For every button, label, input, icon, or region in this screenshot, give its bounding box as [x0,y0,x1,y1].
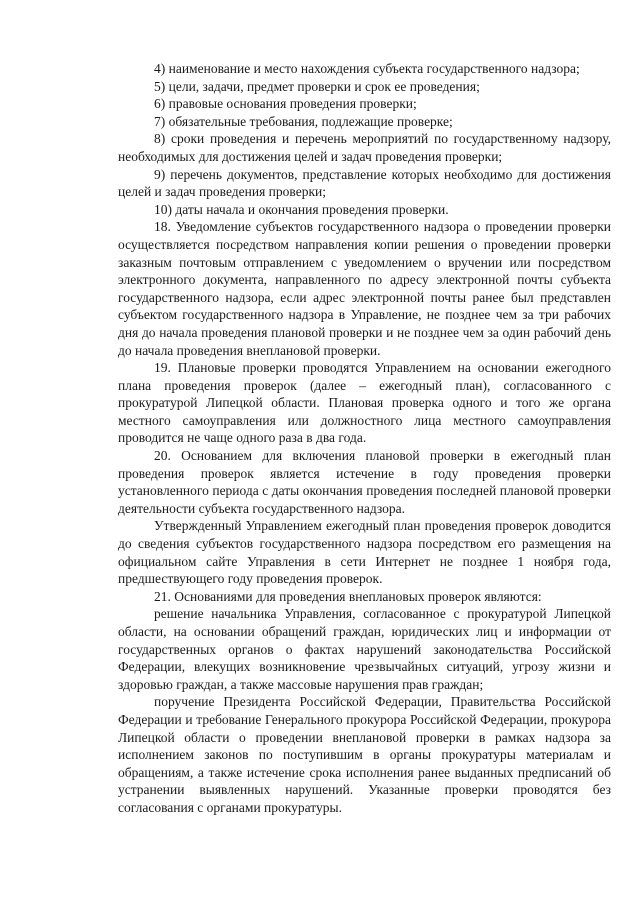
list-item-4: 4) наименование и место нахождения субъекта государственного надзора; [154,61,580,76]
document-body [118,60,611,817]
clause-18: 18. Уведомление субъектов государственного надзора о проведении проверки осуществляется посредством направления копии решения о проведении проверки заказным почтовым отправлением с уведомлением о вручении или посредством электронного документа, направленного по адресу электронной почты субъекта государственного надзора, если адрес электронной почты ранее был представлен субъектом государственного надзора в Управление, не позднее чем за три рабочих дня до начала проведения плановой проверки и не позднее чем за один рабочий день до начала проведения внеплановой проверки. [118,219,611,358]
list-item-5: 5) цели, задачи, предмет проверки и срок ее проведения; [154,78,480,94]
clause-20-plan-paragraph: Утвержденный Управлением ежегодный план проведения проверок доводится до сведения субъектов государственного надзора посредством его размещения на официальном сайте Управления в сети Интернет не позднее 1 ноября года, предшествующего году проведения проверок. [118,518,611,587]
clause-21-ground-decision: решение начальника Управления, согласованное с прокуратурой Липецкой области, на основании обращений граждан, юридических лиц и информации от государственных органов о фактах нарушений законодательства Российской Федерации, влекущих возникновение чрезвычайных ситуаций, угрозу жизни и здоровью граждан, а также массовые нарушения прав граждан; [118,606,611,692]
clause-21: 21. Основаниями для проведения внеплановых проверок являются: [154,588,542,604]
clause-21-ground-order: поручение Президента Российской Федерации, Правительства Российской Федерации и требование Генерального прокурора Российской Федерации, прокурора Липецкой области о проведении внеплановой проверки в рамках надзора за исполнением законов по поступившим в органы прокуратуры материалам и обращениям, а также истечение срока исполнения ранее выданных предписаний об устранении выявленных нарушений. Указанные проверки проводятся без согласования с органами прокуратуры. [118,694,611,815]
list-item-6: 6) правовые основания проведения проверки; [154,96,417,112]
clause-19: 19. Плановые проверки проводятся Управлением на основании ежегодного плана проведения проверок (далее – ежегодный план), согласованного с прокуратурой Липецкой области. Плановая проверка одного и того же органа местного самоуправления или должностного лица местного самоуправления проводится не чаще одного раза в два года. [118,360,611,446]
list-item-8: 8) сроки проведения и перечень мероприятий по государственному надзору, необходимых для достижения целей и задач проведения проверки; [118,131,611,164]
list-item-9: 9) перечень документов, представление которых необходимо для достижения целей и задач проведения проверки; [118,166,611,200]
clause-20: 20. Основанием для включения плановой проверки в ежегодный план проведения проверок является истечение в году проведения проверки установленного периода с даты окончания проведения последней плановой проверки деятельности субъекта государственного надзора. [118,448,611,516]
list-item-10: 10) даты начала и окончания проведения проверки. [154,201,449,217]
list-item-7: 7) обязательные требования, подлежащие проверке; [154,113,453,129]
